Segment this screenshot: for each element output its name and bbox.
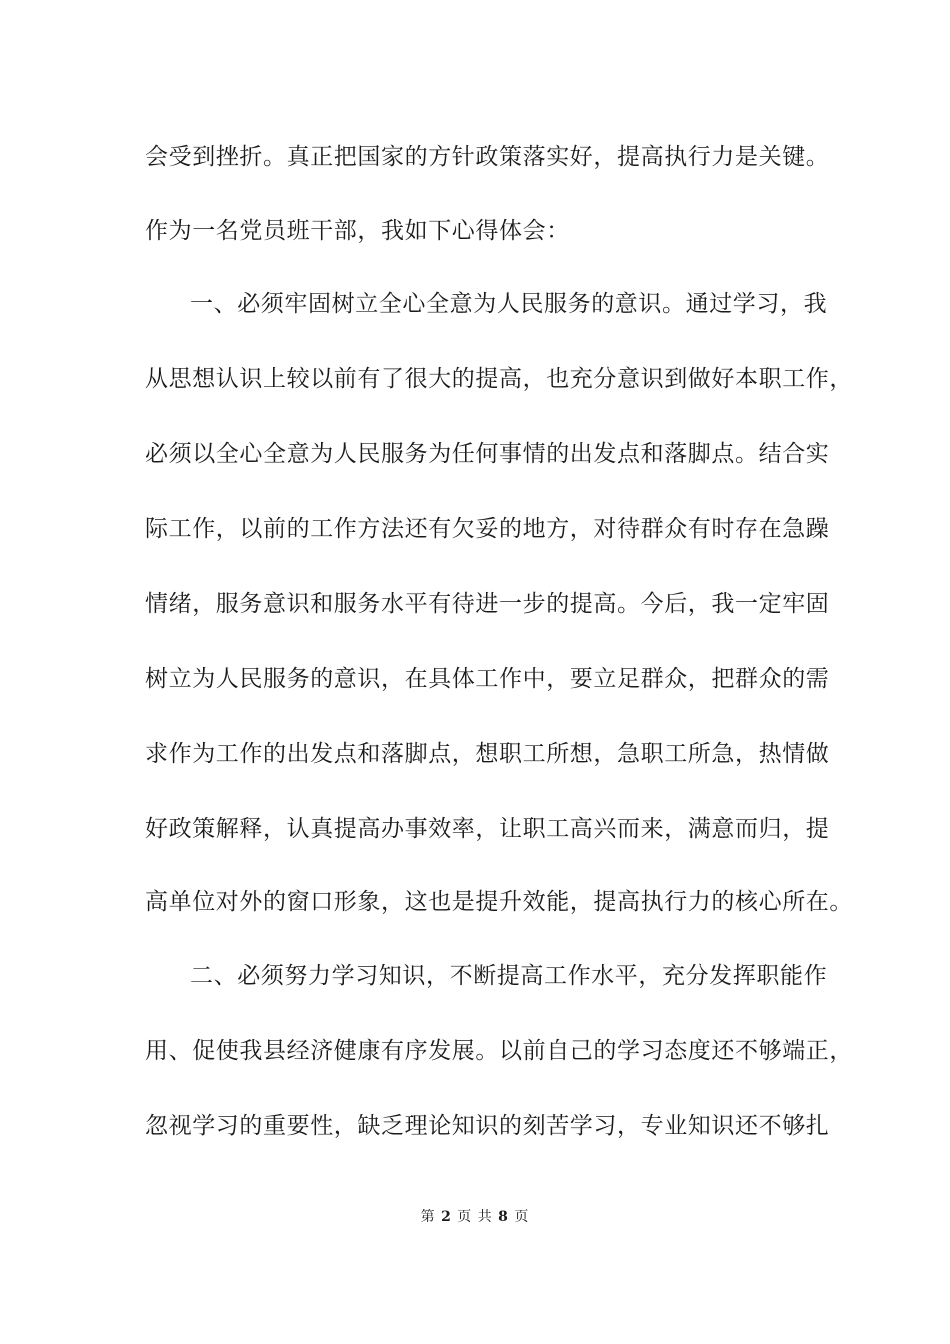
total-pages-number: 8 — [498, 1209, 509, 1225]
body-line: 忽视学习的重要性，缺乏理论知识的刻苦学习，专业知识还不够扎 — [145, 1113, 830, 1139]
body-line: 际工作，以前的工作方法还有欠妥的地方，对待群众有时存在急躁 — [145, 516, 830, 542]
page-footer — [0, 1207, 950, 1227]
body-line: 作为一名党员班干部，我如下心得体会： — [145, 218, 570, 244]
current-page-number: 2 — [441, 1209, 452, 1225]
footer-middle: 页 共 — [457, 1209, 493, 1225]
body-line: 好政策解释，认真提高办事效率，让职工高兴而来，满意而归，提 — [145, 816, 830, 842]
body-line: 高单位对外的窗口形象，这也是提升效能，提高执行力的核心所在。 — [145, 889, 853, 915]
footer-prefix: 第 — [420, 1209, 436, 1225]
body-line: 树立为人民服务的意识，在具体工作中，要立足群众，把群众的需 — [145, 666, 830, 692]
body-line: 情绪，服务意识和服务水平有待进一步的提高。今后，我一定牢固 — [145, 591, 830, 617]
paragraph-one-start: 一、必须牢固树立全心全意为人民服务的意识。通过学习，我 — [190, 291, 828, 317]
paragraph-two-start: 二、必须努力学习知识，不断提高工作水平，充分发挥职能作 — [190, 963, 828, 989]
footer-suffix: 页 — [514, 1209, 530, 1225]
body-line: 用、促使我县经济健康有序发展。以前自己的学习态度还不够端正， — [145, 1038, 853, 1064]
body-line: 求作为工作的出发点和落脚点，想职工所想，急职工所急，热情做 — [145, 741, 830, 767]
body-line: 必须以全心全意为人民服务为任何事情的出发点和落脚点。结合实 — [145, 441, 830, 467]
body-line: 会受到挫折。真正把国家的方针政策落实好，提高执行力是关键。 — [145, 144, 830, 170]
body-line: 从思想认识上较以前有了很大的提高，也充分意识到做好本职工作， — [145, 366, 853, 392]
